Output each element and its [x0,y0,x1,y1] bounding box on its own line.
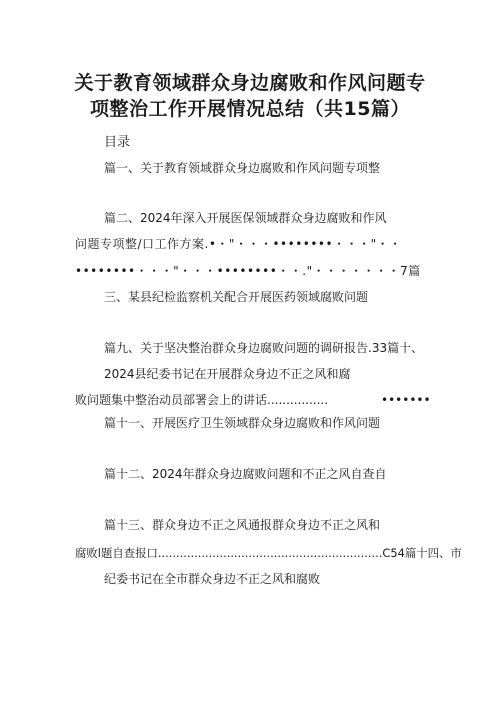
toc-line-2: 篇二、2024年深入开展医保领域群众身边腐败和作风 [104,211,387,225]
toc-line-6: 篇九、关于坚决整治群众身边腐败问题的调研报告.33篇十、 [104,341,424,355]
toc-line-8: 败问题集中整治动员部署会上的讲话................ [75,393,329,407]
toc-line-9: ••••••• [381,393,431,407]
toc-line-13: 腐败l题自查报口..............................................................C54篇十四、市 [75,546,462,560]
toc-line-11: 篇十二、2024年群众身边腐败问题和不正之风自查自 [104,467,387,481]
toc-line-12: 篇十三、群众身边不正之风通报群众身边不正之风和 [104,518,381,532]
toc-line-3: 问题专项整/口工作方案.•・"・・・••••••••・・・"・・ [75,237,402,251]
document-title-line-1: 关于教育领域群众身边腐败和作风问题专 [74,72,426,94]
toc-line-7: 2024县纪委书记在开展群众身边不正之风和腐 [104,367,351,381]
toc-heading: 目录 [104,135,131,150]
toc-line-4: ••••••••・・・"・・・••••••••・・."・・・・・・・7篇 [75,264,421,278]
toc-line-5: 三、某县纪检监察机关配合开展医药领域腐败问题 [104,290,369,304]
document-title-line-2: 项整治工作开展情况总结（共15篇） [90,98,410,120]
toc-line-10: 篇十一、开展医疗卫生领域群众身边腐败和作风问题 [104,416,381,430]
toc-line-14: 纪委书记在全市群众身边不正之风和腐败 [104,572,321,586]
toc-line-1: 篇一、关于教育领域群众身边腐败和作风问题专项整 [104,161,381,175]
